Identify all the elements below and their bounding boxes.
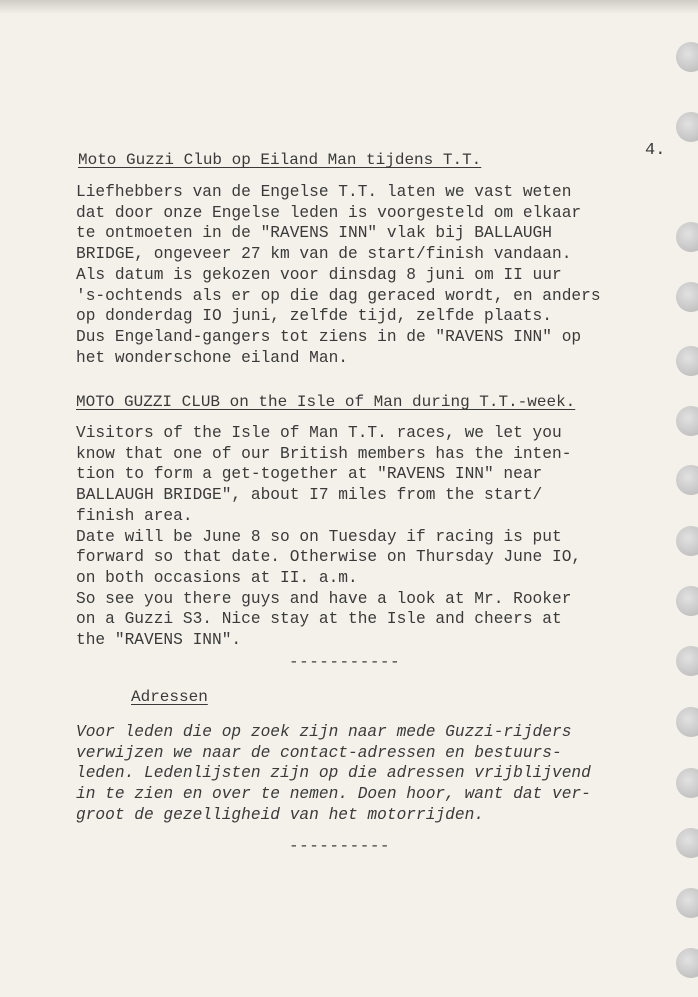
paragraph-english: Visitors of the Isle of Man T.T. races, we let you know that one of our British members has the inten- tion to form a get-together at "RAVENS INN" near BALLAUGH BRIDGE", about I7 miles from the start/ finish area. Date will be June 8 so on Tuesday if racing is put forward so that date. Otherwise on Thursday June IO, on both occasions at II. a.m. So see you there guys and have a look at Mr. Rooker on a Guzzi S3. Nice stay at the Isle and cheers at the "RAVENS INN". [76, 424, 582, 650]
binder-hole-icon [676, 828, 698, 858]
binder-hole-icon [676, 768, 698, 798]
paragraph-dutch: Liefhebbers van de Engelse T.T. laten we vast weten dat door onze Engelse leden is voorgesteld om elkaar te ontmoeten in de "RAVENS INN" vlak bij BALLAUGH BRIDGE, ongeveer 27 km van de start/finish vandaan. Als datum is gekozen voor dinsdag 8 juni om II uur 's-ochtends als er op die dag geraced wordt, en anders op donderdag IO juni, zelfde tijd, zelfde plaats. Dus Engeland-gangers tot ziens in de "RAVENS INN" op het wonderschone eiland Man. [76, 183, 601, 367]
paragraph-addresses: Voor leden die op zoek zijn naar mede Guzzi-rijders verwijzen we naar de contact-adressen en bestuurs- leden. Ledenlijsten zijn op die adressen vrijblijvend in te zien en over te nemen. Doen hoor, want dat ver- groot de gezelligheid van het motorrijden. [76, 723, 591, 824]
binder-hole-icon [676, 707, 698, 737]
binder-hole-icon [676, 346, 698, 376]
page-number: 4. [645, 141, 666, 160]
binder-hole-icon [676, 586, 698, 616]
binder-hole-icon [676, 222, 698, 252]
divider-line: ---------- [289, 837, 391, 855]
binder-holes [668, 0, 698, 997]
binder-hole-icon [676, 406, 698, 436]
binder-hole-icon [676, 646, 698, 676]
binder-hole-icon [676, 42, 698, 72]
binder-hole-icon [676, 282, 698, 312]
binder-hole-icon [676, 112, 698, 142]
binder-hole-icon [676, 526, 698, 556]
divider-line: ----------- [289, 653, 401, 671]
page-top-shadow [0, 0, 698, 14]
heading-addresses: Adressen [131, 688, 208, 706]
heading-english: MOTO GUZZI CLUB on the Isle of Man during T.T.-week. [76, 393, 576, 411]
binder-hole-icon [676, 948, 698, 978]
heading-dutch: Moto Guzzi Club op Eiland Man tijdens T.T. [78, 151, 482, 169]
binder-hole-icon [676, 888, 698, 918]
binder-hole-icon [676, 465, 698, 495]
